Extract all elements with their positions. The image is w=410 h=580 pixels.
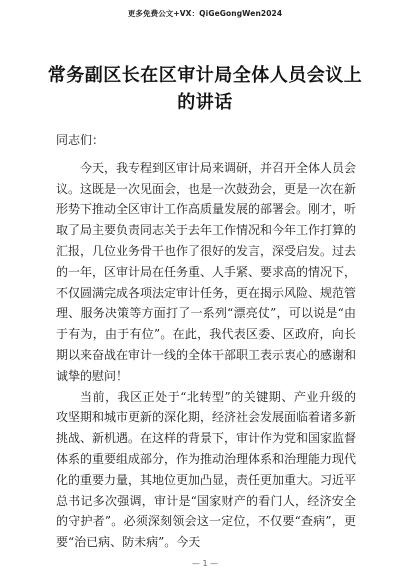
document-title: 常务副区长在区审计局全体人员会议上的讲话 [47,65,363,113]
paragraph-2: 当前，我区正处于“北转型”的关键期、产业升级的攻坚期和城市更新的深化期，经济社会发展面临着诸多新挑战、新机遇。在这样的背景下，审计作为党和国家监督体系的重要组成部分，作为推动治理体系和治理能力现代化的重要力量，其地位更加凸显，责任更加重大。习近平总书记多次强调，审计是“国家财产的看门人，经济安全的守护者”。必须深刻领会这一定位，不仅要“查病”，更要“治已病、防未病”。今天 [56,389,357,550]
greeting: 同志们： [56,133,105,147]
paragraph-1: 今天，我专程到区审计局来调研，并召开全体人员会议。这既是一次见面会，也是一次鼓劲会，更是一次在新形势下推动全区审计工作高质量发展的部署会。刚才，听取了局主要负责同志关于去年工作情况和今年工作打算的汇报，几位业务骨干也作了很好的发言，深受启发。过去的一年，区审计局在任务重、人手紧、要求高的情况下，不仅圆满完成各项法定审计任务，更在揭示风险、规范管理、服务决策等方面打了一系列“漂亮仗”，可以说是“由于有为，由于有位”。在此，我代表区委、区政府，向长期以来奋战在审计一线的全体干部职工表示衷心的感谢和诚挚的慰问！ [56,160,357,383]
header-note: 更多免费公文+VX：QiGeGongWen2024 [127,9,283,18]
page-number: — 1 — [191,559,219,568]
document-body [56,130,356,553]
